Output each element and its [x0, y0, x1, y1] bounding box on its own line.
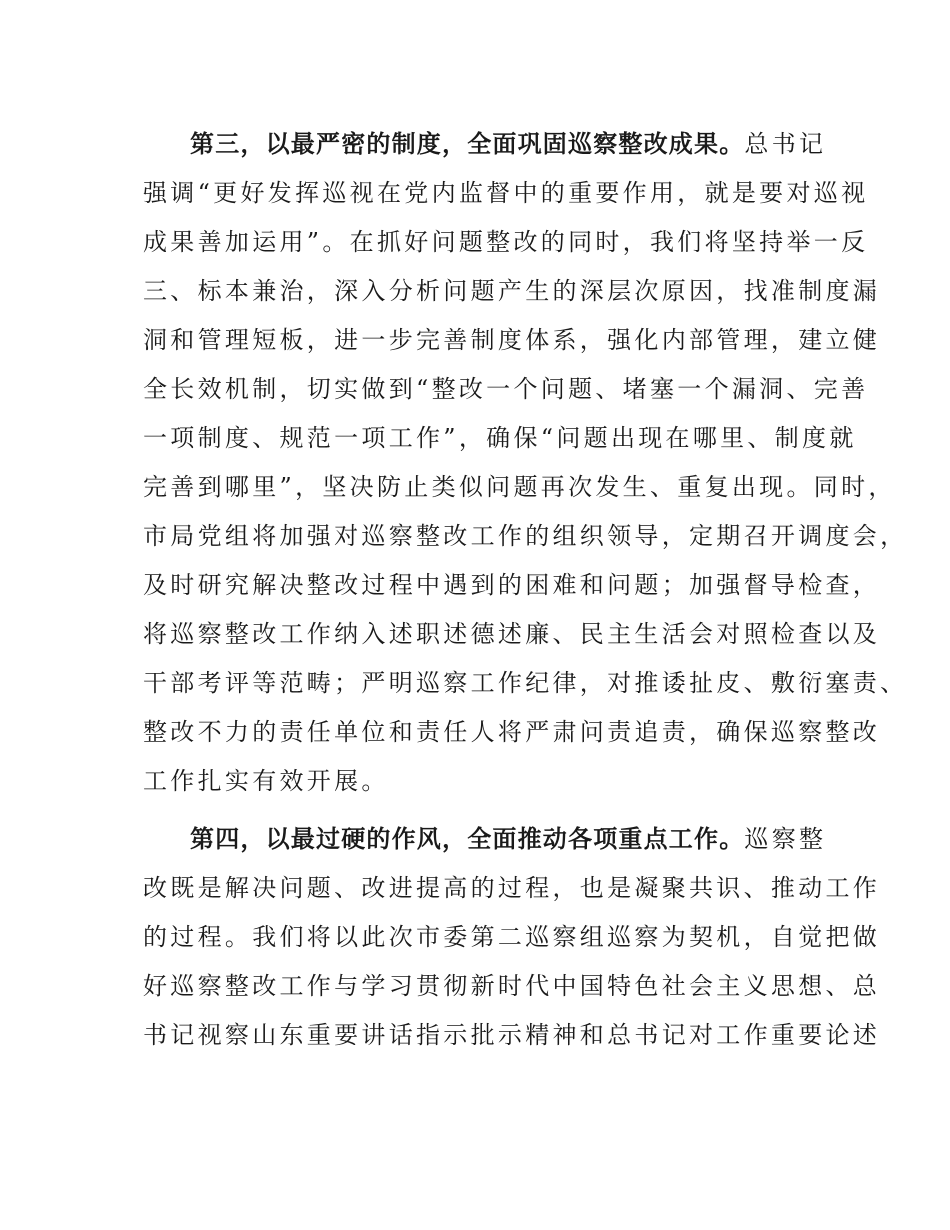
paragraph-line: 整改不力的责任单位和责任人将严肃问责追责，确保巡察整改 — [143, 718, 881, 746]
paragraph-line: 好巡察整改工作与学习贯彻新时代中国特色社会主义思想、总 — [143, 972, 881, 1000]
paragraph-text: 巡察整 — [744, 825, 827, 853]
paragraph-line: 洞和管理短板，进一步完善制度体系，强化内部管理，建立健 — [143, 326, 881, 354]
paragraph-line: 市局党组将加强对巡察整改工作的组织领导，定期召开调度会， — [143, 522, 908, 550]
paragraph-lead-heading: 第四，以最过硬的作风，全面推动各项重点工作。 — [190, 825, 745, 853]
paragraph-line: 书记视察山东重要讲话指示批示精神和总书记对工作重要论述 — [143, 1021, 881, 1049]
paragraph-line: 成果善加运用”。在抓好问题整改的同时，我们将坚持举一反 — [143, 228, 869, 256]
paragraph-line — [190, 120, 826, 168]
paragraph-line: 强调“更好发挥巡视在党内监督中的重要作用，就是要对巡视 — [143, 179, 869, 207]
paragraph-line: 一项制度、规范一项工作”，确保“问题出现在哪里、制度就 — [143, 424, 857, 452]
paragraph-line: 将巡察整改工作纳入述职述德述廉、民主生活会对照检查以及 — [143, 620, 881, 648]
paragraph-line: 的过程。我们将以此次市委第二巡察组巡察为契机，自觉把做 — [143, 923, 881, 951]
paragraph-line: 全长效机制，切实做到“整改一个问题、堵塞一个漏洞、完善 — [143, 375, 869, 403]
paragraph-lead-heading: 第三，以最严密的制度，全面巩固巡察整改成果。 — [190, 130, 745, 158]
paragraph-line: 改既是解决问题、改进提高的过程，也是凝聚共识、推动工作 — [143, 874, 881, 902]
paragraph-line: 干部考评等范畴；严明巡察工作纪律，对推诿扯皮、敷衍塞责、 — [143, 669, 908, 697]
paragraph-line: 完善到哪里”，坚决防止类似问题再次发生、重复出现。同时， — [143, 473, 896, 501]
paragraph-line — [190, 815, 826, 863]
paragraph-line: 及时研究解决整改过程中遇到的困难和问题；加强督导检查， — [143, 571, 881, 599]
paragraph-text: 总书记 — [744, 130, 827, 158]
paragraph-line: 工作扎实有效开展。 — [143, 767, 389, 795]
paragraph-line: 三、标本兼治，深入分析问题产生的深层次原因，找准制度漏 — [143, 277, 881, 305]
